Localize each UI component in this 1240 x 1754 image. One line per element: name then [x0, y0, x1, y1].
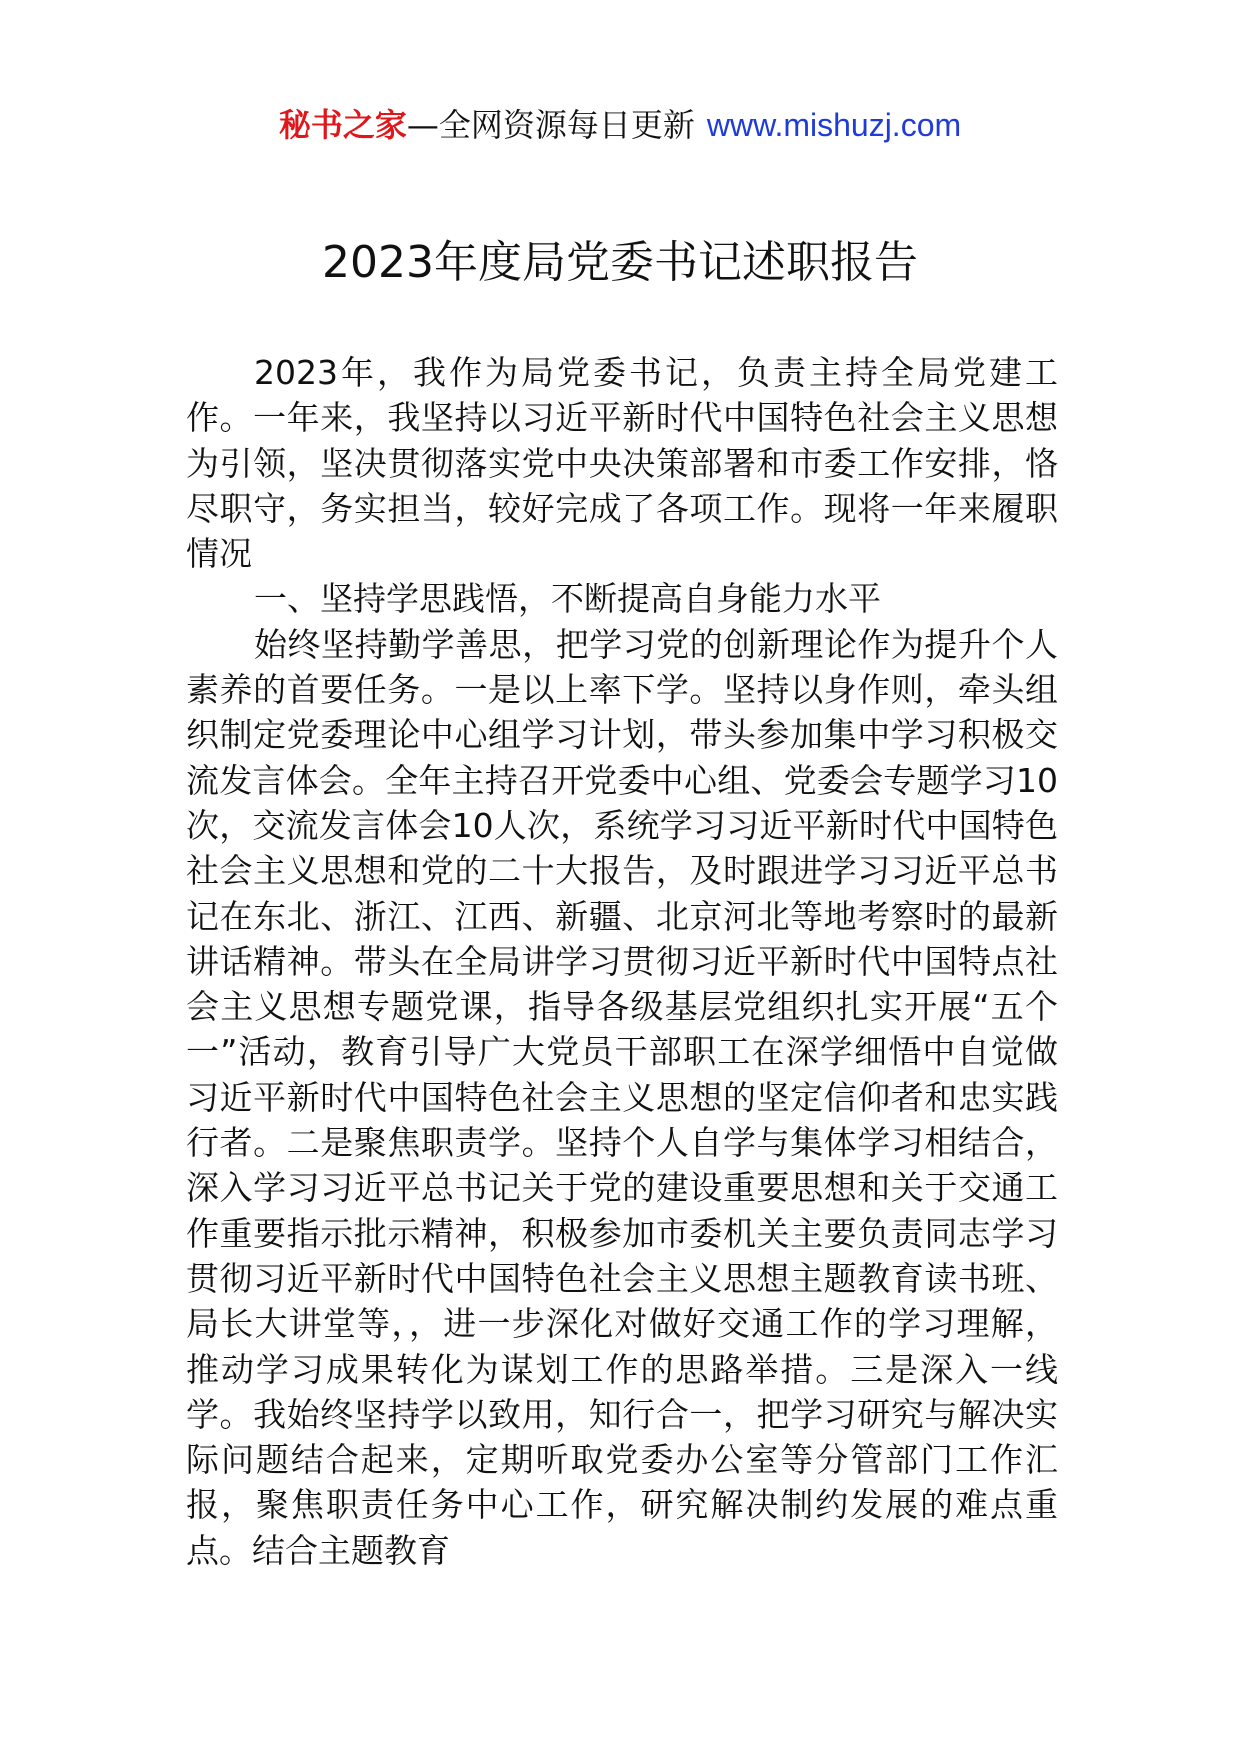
site-header: [0, 100, 1240, 150]
intro-paragraph: 2023年，我作为局党委书记，负责主持全局党建工作。一年来，我坚持以习近平新时代中国特色社会主义思想为引领，坚决贯彻落实党中央决策部署和市委工作安排，恪尽职守，务实担当，较好完成了各项工作。现将一年来履职情况: [186, 353, 1058, 574]
site-url-link[interactable]: www.mishuzj.com: [706, 107, 962, 143]
brand-name: 秘书之家: [278, 106, 407, 144]
section-heading: 一、坚持学思践悟，不断提高自身能力水平: [254, 579, 881, 619]
document-title: 2023年度局党委书记述职报告: [322, 237, 918, 288]
document-body: [186, 350, 1058, 1573]
body-paragraph: 始终坚持勤学善思，把学习党的创新理论作为提升个人素养的首要任务。一是以上率下学。坚持以身作则，牵头组织制定党委理论中心组学习计划，带头参加集中学习积极交流发言体会。全年主持召开党委中心组、党委会专题学习10次，交流发言体会10人次，系统学习习近平新时代中国特色社会主义思想和党的二十大报告，及时跟进学习习近平总书记在东北、浙江、江西、新疆、北京河北等地考察时的最新讲话精神。带头在全局讲学习贯彻习近平新时代中国特点社会主义思想专题党课，指导各级基层党组织扎实开展“五个一”活动，教育引导广大党员干部职工在深学细悟中自觉做习近平新时代中国特色社会主义思想的坚定信仰者和忠实践行者。二是聚焦职责学。坚持个人自学与集体学习相结合，深入学习习近平总书记关于党的建设重要思想和关于交通工作重要指示批示精神，积极参加市委机关主要负责同志学习贯彻习近平新时代中国特色社会主义思想主题教育读书班、局长大讲堂等，，进一步深化对做好交通工作的学习理解，推动学习成果转化为谋划工作的思路举措。三是深入一线学。我始终坚持学以致用，知行合一，把学习研究与解决实际问题结合起来，定期听取党委办公室等分管部门工作汇报，聚焦职责任务中心工作，研究解决制约发展的难点重点。结合主题教育: [186, 624, 1058, 1570]
header-tagline: —全网资源每日更新: [406, 106, 695, 144]
